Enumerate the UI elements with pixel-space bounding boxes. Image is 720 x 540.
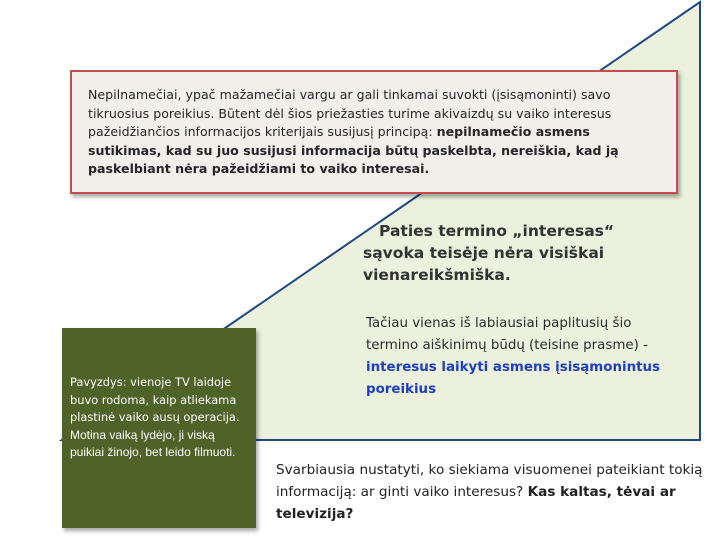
principle-text-box [70, 70, 678, 194]
key-question-text [276, 459, 706, 525]
definition-highlight-text: interesus laikyti asmens įsisąmonintus poreikius [366, 360, 661, 397]
question-plain-text: Svarbiausia nustatyti, ko siekiama visuomenei pateikiant tokią informaciją: ar ginti vaiko interesus? [276, 462, 703, 500]
example-text-a: Pavyzdys: vienoje TV laidoje buvo rodoma, kaip atliekama plastinė vaiko ausų operacija. [70, 375, 240, 424]
example-box [62, 328, 256, 528]
principle-bold-text: nepilnamečio asmens sutikimas, kad su juo susijusi informacija būtų paskelbta, nereiškia, kad ją paskelbiant nėra pažeidžiami to vaiko interesai. [88, 124, 619, 176]
question-bold-text: Kas kaltas, tėvai ar televizija? [276, 484, 676, 522]
example-text-b: Motina vaiką lydėjo, ji viską puikiai žinojo, bet leido filmuoti. [70, 427, 236, 459]
interest-definition-text [366, 313, 666, 401]
interest-term-heading [363, 220, 653, 286]
heading-line-2: sąvoka teisėje nėra visiškai vienareikšmiška. [363, 244, 605, 284]
definition-plain-text: Tačiau vienas iš labiausiai paplitusių šio termino aiškinimų būdų (teisine prasme) - [366, 316, 648, 353]
principle-text: Nepilnamečiai, ypač mažamečiai vargu ar gali tinkamai suvokti (įsisąmoninti) savo tikruosius poreikius. Būtent dėl šios priežasties turime akivaizdų su vaiko interesus pažeidžiančios informacijos kriterijais susijusį principą: [88, 87, 612, 139]
heading-line-1: Paties termino „interesas“ [379, 222, 615, 240]
